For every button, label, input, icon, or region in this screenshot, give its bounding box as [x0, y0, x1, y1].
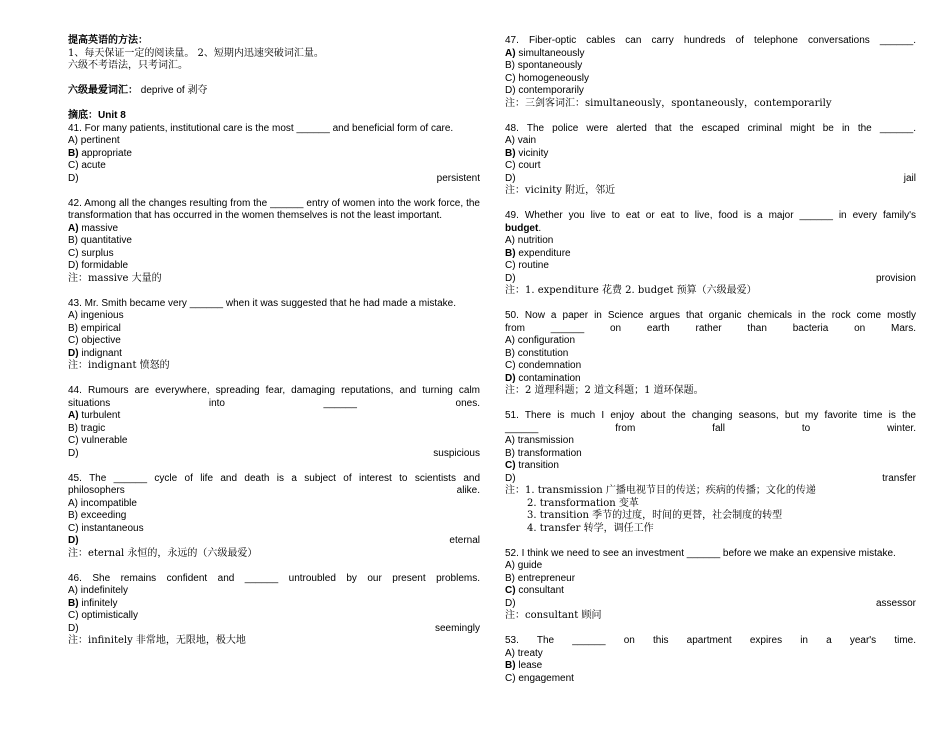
- option-text: court: [515, 160, 541, 171]
- option-text: vulnerable: [78, 435, 128, 446]
- option-letter: C): [68, 522, 79, 534]
- answer-option: [68, 523, 480, 536]
- intro-section: [68, 35, 480, 123]
- option-letter: A): [505, 560, 515, 571]
- spacer: [505, 198, 916, 211]
- answer-option: [68, 135, 480, 148]
- option-text: nutrition: [515, 235, 554, 246]
- question-note: 注：1. expenditure 花费 2. budget 预算（六级最爱）: [505, 285, 757, 296]
- question-block: [505, 123, 916, 198]
- answer-option: [505, 160, 916, 173]
- option-letter: D): [68, 447, 79, 459]
- left-column: [68, 35, 480, 660]
- option-letter: D): [68, 172, 79, 184]
- question-block: [505, 548, 916, 623]
- option-text: incompatible: [78, 497, 137, 509]
- option-letter: A): [505, 435, 515, 446]
- option-text: turbulent: [78, 410, 121, 421]
- option-letter: D): [505, 372, 516, 384]
- spacer: [505, 685, 916, 698]
- option-letter: B): [68, 422, 78, 434]
- option-text: configuration: [515, 335, 576, 346]
- option-letter: A): [68, 410, 79, 421]
- option-letter: D): [505, 172, 516, 184]
- answer-option: [68, 510, 480, 523]
- answer-option: [505, 348, 916, 361]
- option-text: appropriate: [78, 147, 132, 159]
- option-letter: A): [505, 647, 515, 659]
- answer-option: [68, 498, 480, 511]
- option-letter: C): [68, 160, 79, 171]
- answer-option: [68, 448, 480, 461]
- intro-favorite-vocab: [68, 85, 480, 98]
- option-text: provision: [875, 272, 916, 284]
- option-text: surplus: [78, 247, 114, 259]
- option-text: vain: [515, 135, 537, 146]
- question-block: [68, 473, 480, 561]
- option-letter: C): [68, 335, 79, 346]
- intro-line-1: 1、每天保证一定的阅读量。 2、短期内迅速突破词汇量。: [68, 47, 324, 59]
- right-question-list: [505, 35, 916, 698]
- option-text: formidable: [78, 260, 129, 271]
- option-text: lease: [515, 660, 543, 671]
- question-note: 注：三剑客词汇：simultaneously，spontaneously，contemporarily: [505, 97, 832, 109]
- option-text: infinitely: [78, 597, 118, 609]
- question-block: [68, 298, 480, 373]
- option-text: contemporarily: [515, 85, 584, 96]
- answer-option: [68, 248, 480, 261]
- answer-option: [505, 335, 916, 348]
- question-note: 注：2 道理科题；2 道文科题；1 道环保题。: [505, 385, 704, 396]
- option-letter: C): [505, 160, 516, 171]
- question-stem: 42. Among all the changes resulting from the ______ entry of women into the work force, the transformation that has occurred in the women themselves is not the least important.: [68, 197, 480, 221]
- answer-option: [505, 573, 916, 586]
- answer-option: [505, 85, 916, 98]
- answer-option: [505, 360, 916, 373]
- answer-option: [505, 560, 916, 573]
- question-note: 注：indignant 愤怒的: [68, 360, 170, 371]
- option-letter: C): [68, 247, 79, 259]
- option-letter: D): [68, 260, 79, 271]
- option-text: transformation: [515, 447, 582, 459]
- option-letter: A): [505, 135, 515, 146]
- option-letter: C): [505, 260, 516, 271]
- option-text: tragic: [78, 422, 106, 434]
- answer-option: [68, 235, 480, 248]
- option-letter: B): [68, 322, 78, 334]
- option-text: homogeneously: [515, 72, 589, 84]
- question-stem-line: 45. The ______ cycle of life and death is a subject of interest to scientists and: [68, 472, 480, 484]
- option-text: consultant: [515, 585, 564, 596]
- spacer: [68, 285, 480, 298]
- answer-option: [505, 73, 916, 86]
- answer-option: [68, 623, 480, 636]
- answer-option: [68, 323, 480, 336]
- answer-option: [505, 435, 916, 448]
- option-letter: D): [505, 272, 516, 284]
- question-note: 注：eternal 永恒的，永远的（六级最爱）: [68, 547, 258, 559]
- answer-option: [505, 235, 916, 248]
- answer-option: [68, 435, 480, 448]
- option-letter: C): [505, 585, 516, 596]
- option-text: entrepreneur: [515, 572, 576, 584]
- question-note-item: 2. transformation 变革: [527, 497, 639, 509]
- question-stem: 41. For many patients, institutional care is the most ______ and beneficial form of care.: [68, 122, 454, 134]
- question-block: [68, 573, 480, 648]
- answer-option: [505, 260, 916, 273]
- option-text: assessor: [875, 597, 916, 609]
- option-letter: B): [505, 147, 516, 159]
- intro-line-2: 六级不考语法，只考词汇。: [68, 60, 188, 71]
- option-letter: B): [68, 235, 78, 246]
- option-letter: D): [68, 535, 79, 546]
- option-letter: B): [505, 60, 515, 71]
- answer-option: [68, 535, 480, 548]
- option-text: suspicious: [433, 447, 480, 459]
- spacer: [68, 185, 480, 198]
- option-letter: A): [68, 310, 78, 321]
- option-text: massive: [78, 222, 119, 234]
- option-text: indefinitely: [78, 585, 129, 596]
- answer-option: [505, 448, 916, 461]
- option-letter: A): [68, 497, 78, 509]
- option-letter: C): [68, 610, 79, 621]
- question-note-item: 4. transfer 转学，调任工作: [527, 522, 654, 534]
- option-letter: B): [505, 347, 515, 359]
- option-text: expenditure: [515, 247, 571, 259]
- answer-option: [505, 673, 916, 686]
- spacer: [505, 623, 916, 636]
- answer-option: [68, 410, 480, 423]
- question-stem-line: philosophers alike.: [68, 485, 480, 496]
- question-stem-line: 49. Whether you live to eat or eat to live, food is a major ______ in every family's: [505, 210, 916, 221]
- option-text: contamination: [515, 372, 581, 384]
- option-letter: B): [68, 147, 79, 159]
- option-text: empirical: [78, 322, 121, 334]
- answer-option: [505, 135, 916, 148]
- answer-option: [505, 248, 916, 261]
- spacer: [68, 560, 480, 573]
- spacer: [505, 298, 916, 311]
- option-text: simultaneously: [515, 47, 585, 59]
- option-text: acute: [78, 160, 106, 171]
- option-text: jail: [903, 172, 916, 184]
- option-text: pertinent: [78, 135, 120, 146]
- option-text: persistent: [436, 172, 480, 184]
- option-text: transfer: [882, 472, 916, 484]
- question-stem-line: from ______ on earth rather than bacteria on Mars.: [505, 322, 916, 334]
- question-note: 注：vicinity 附近，邻近: [505, 185, 616, 196]
- option-text: instantaneous: [78, 522, 144, 534]
- answer-option: [68, 310, 480, 323]
- option-text: transmission: [515, 435, 574, 446]
- spacer: [68, 373, 480, 386]
- question-block: [505, 35, 916, 110]
- option-letter: B): [505, 247, 516, 259]
- option-text: quantitative: [78, 235, 132, 246]
- answer-option: [505, 173, 916, 186]
- option-text: spontaneously: [515, 60, 583, 71]
- option-letter: D): [68, 347, 79, 359]
- question-note-item: 3. transition 季节的过度，时间的更替，社会制度的转型: [527, 510, 783, 521]
- answer-option: [505, 373, 916, 386]
- answer-option: [505, 473, 916, 486]
- option-text: indignant: [78, 347, 122, 359]
- answer-option: [68, 423, 480, 436]
- option-letter: A): [68, 222, 79, 234]
- question-block: [68, 385, 480, 460]
- option-text: constitution: [515, 347, 569, 359]
- question-stem: 52. I think we need to see an investment ______ before we make an expensive mistake.: [505, 547, 896, 559]
- favorite-word: deprive of 剥夺: [138, 85, 208, 96]
- question-stem-tail: .: [538, 222, 542, 234]
- option-text: transition: [515, 460, 559, 471]
- option-letter: C): [505, 360, 516, 371]
- option-text: condemnation: [515, 360, 582, 371]
- option-letter: A): [505, 235, 515, 246]
- question-stem-line: ______ from fall to winter.: [505, 422, 916, 434]
- option-letter: C): [505, 460, 516, 471]
- answer-option: [505, 273, 916, 286]
- question-block: [505, 210, 916, 298]
- answer-option: [68, 598, 480, 611]
- option-letter: B): [505, 447, 515, 459]
- answer-option: [68, 173, 480, 186]
- question-stem-keyword: budget: [505, 222, 539, 234]
- answer-option: [505, 48, 916, 61]
- option-letter: B): [505, 572, 515, 584]
- question-stem-line: 51. There is much I enjoy about the changing seasons, but my favorite time is the: [505, 410, 916, 421]
- question-stem-line: 47. Fiber-optic cables can carry hundreds of telephone conversations ______.: [505, 35, 916, 46]
- question-block: [68, 198, 480, 286]
- option-letter: A): [505, 335, 515, 346]
- right-column: [505, 35, 916, 698]
- unit-label: 摘底：Unit 8: [68, 110, 126, 121]
- question-note: 注：massive 大量的: [68, 272, 162, 284]
- option-text: optimistically: [78, 610, 139, 621]
- question-stem-line: 53. The ______ on this apartment expires in a year's time.: [505, 635, 916, 646]
- option-letter: C): [505, 72, 516, 84]
- option-text: objective: [78, 335, 121, 346]
- intro-title: 提高英语的方法：: [68, 35, 148, 46]
- answer-option: [505, 60, 916, 73]
- option-letter: D): [505, 472, 516, 484]
- option-text: guide: [515, 560, 543, 571]
- question-stem: 43. Mr. Smith became very ______ when it was suggested that he had made a mistake.: [68, 297, 456, 309]
- answer-option: [505, 460, 916, 473]
- favorite-label: 六级最爱词汇：: [68, 85, 138, 96]
- answer-option: [68, 160, 480, 173]
- option-letter: B): [68, 510, 78, 521]
- option-letter: D): [505, 85, 516, 96]
- answer-option: [68, 260, 480, 273]
- option-text: treaty: [515, 647, 543, 659]
- option-text: exceeding: [78, 510, 127, 521]
- option-letter: B): [68, 597, 79, 609]
- option-letter: D): [505, 597, 516, 609]
- answer-option: [68, 610, 480, 623]
- question-block: [68, 123, 480, 186]
- answer-option: [68, 148, 480, 161]
- answer-option: [505, 660, 916, 673]
- option-letter: C): [505, 672, 516, 684]
- spacer: [505, 398, 916, 411]
- spacer: [68, 648, 480, 661]
- question-stem-line: 46. She remains confident and ______ untroubled by our present problems.: [68, 572, 480, 584]
- question-stem-line: 44. Rumours are everywhere, spreading fear, damaging reputations, and turning calm: [68, 385, 480, 396]
- option-text: seemingly: [434, 622, 480, 634]
- answer-option: [505, 585, 916, 598]
- option-letter: B): [505, 660, 516, 671]
- question-block: [505, 310, 916, 398]
- spacer: [68, 460, 480, 473]
- option-letter: A): [68, 585, 78, 596]
- left-question-list: [68, 123, 480, 661]
- option-letter: C): [68, 435, 79, 446]
- question-stem-line: 48. The police were alerted that the escaped criminal might be in the ______.: [505, 122, 916, 134]
- option-text: vicinity: [515, 147, 549, 159]
- option-text: routine: [515, 260, 549, 271]
- answer-option: [68, 585, 480, 598]
- option-letter: A): [505, 47, 516, 59]
- answer-option: [68, 348, 480, 361]
- answer-option: [505, 648, 916, 661]
- question-block: [505, 410, 916, 535]
- answer-option: [68, 335, 480, 348]
- option-letter: A): [68, 135, 78, 146]
- option-text: ingenious: [78, 310, 124, 321]
- answer-option: [505, 598, 916, 611]
- option-text: engagement: [515, 672, 574, 684]
- question-note: 注：infinitely 非常地，无限地，极大地: [68, 635, 246, 646]
- option-letter: D): [68, 622, 79, 634]
- question-note: 注：consultant 顾问: [505, 610, 602, 621]
- spacer: [505, 110, 916, 123]
- question-block: [505, 635, 916, 685]
- question-stem-line: 50. Now a paper in Science argues that organic chemicals in the rock come mostly: [505, 310, 916, 321]
- question-stem-line: situations into ______ ones.: [68, 397, 480, 409]
- answer-option: [68, 223, 480, 236]
- question-stem-line: [505, 223, 916, 236]
- spacer: [505, 535, 916, 548]
- question-note: 注：1. transmission 广播电视节目的传送；疾病的传播；文化的传递: [505, 485, 816, 496]
- option-text: eternal: [449, 535, 480, 546]
- answer-option: [505, 148, 916, 161]
